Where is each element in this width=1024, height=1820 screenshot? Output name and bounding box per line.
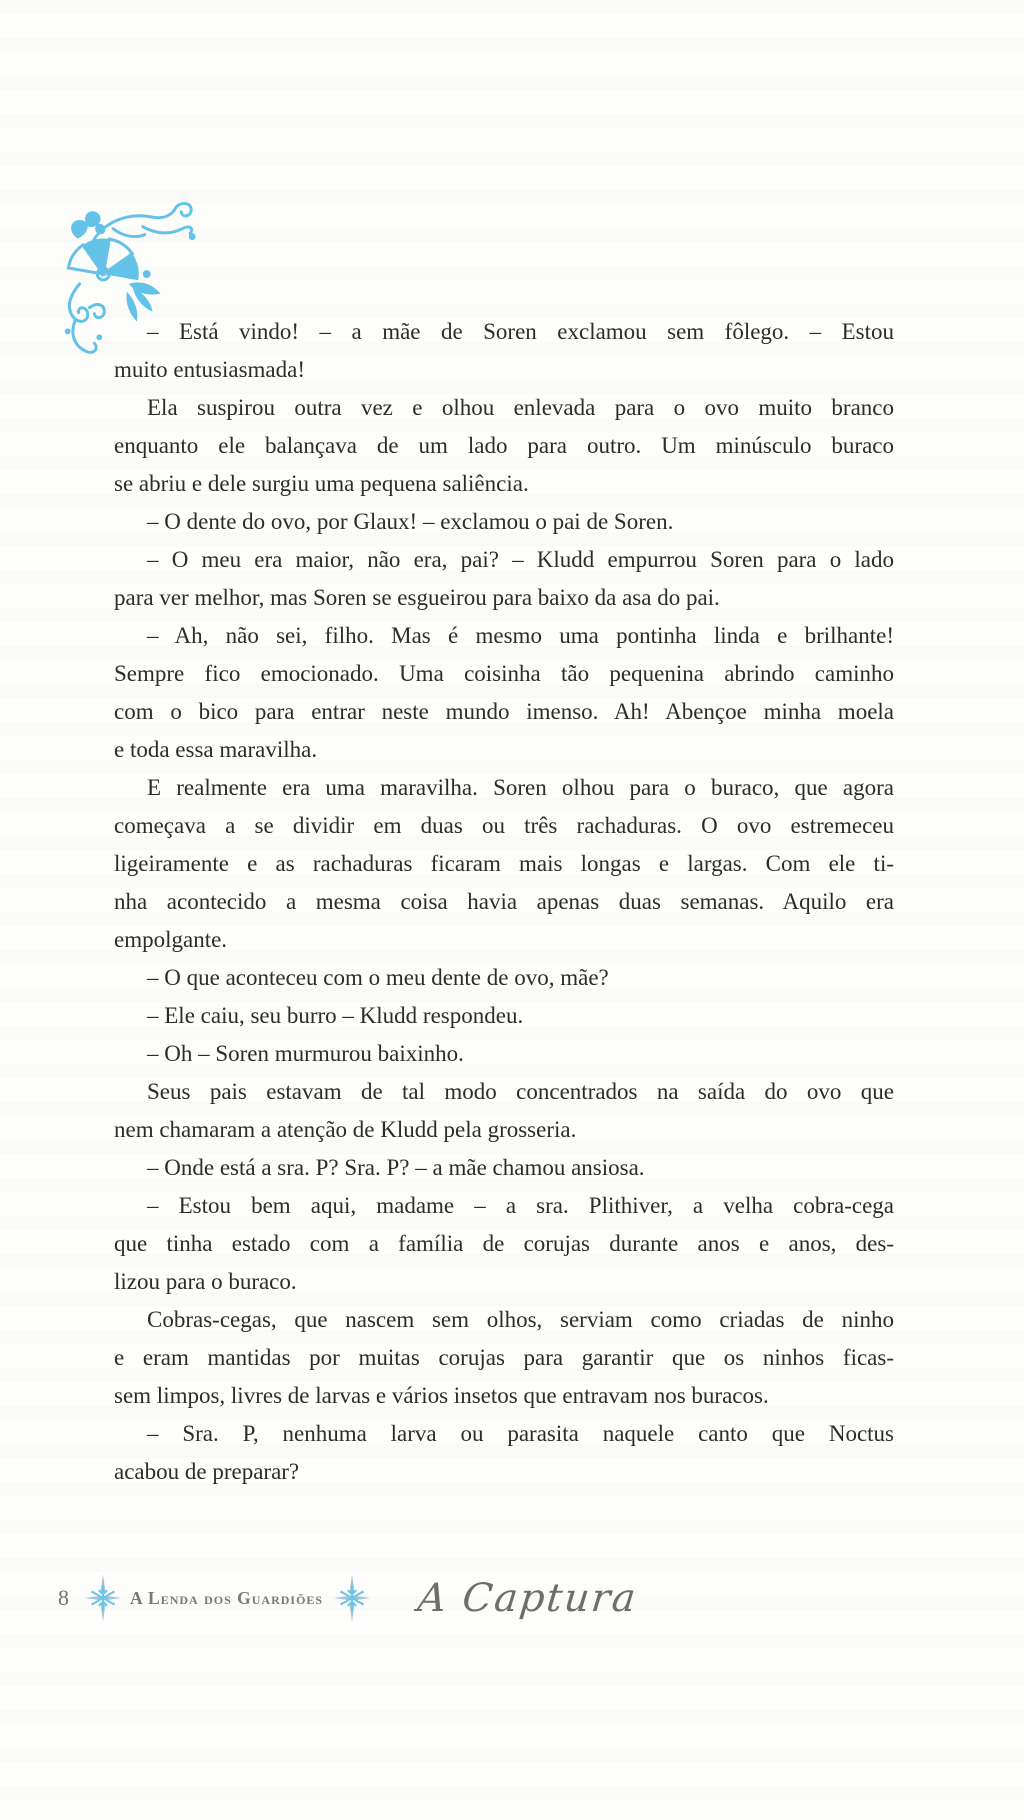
text-line: que tinha estado com a família de corujas durante anos e anos, des- (114, 1231, 894, 1256)
text-line: Cobras-cegas, que nascem sem olhos, serviam como criadas de ninho (147, 1307, 894, 1332)
paragraph (114, 1149, 894, 1187)
snowflake-icon (83, 1574, 123, 1622)
paragraph (114, 1187, 894, 1301)
paragraph (114, 1035, 894, 1073)
paragraph (114, 1301, 894, 1415)
paragraph (114, 617, 894, 769)
paragraph (114, 389, 894, 503)
text-line: enquanto ele balançava de um lado para outro. Um minúsculo buraco (114, 433, 894, 458)
text-line: lizou para o buraco. (114, 1269, 297, 1294)
text-line: se abriu e dele surgiu uma pequena saliência. (114, 471, 529, 496)
paragraph (114, 1073, 894, 1149)
text-line: – Sra. P, nenhuma larva ou parasita naquele canto que Noctus (147, 1421, 894, 1446)
paragraph (114, 959, 894, 997)
paragraph (114, 313, 894, 389)
text-line: – Ele caiu, seu burro – Kludd respondeu. (147, 1003, 524, 1028)
paragraph (114, 997, 894, 1035)
text-line: empolgante. (114, 927, 228, 952)
text-line: acabou de preparar? (114, 1459, 300, 1484)
page-footer (58, 1570, 858, 1626)
text-line: Seus pais estavam de tal modo concentrados na saída do ovo que (147, 1079, 894, 1104)
text-line: Sempre fico emocionado. Uma coisinha tão pequenina abrindo caminho (114, 661, 894, 686)
text-line: com o bico para entrar neste mundo imenso. Ah! Abençoe minha moela (114, 699, 894, 724)
page-number: 8 (58, 1585, 69, 1610)
text-line: – Oh – Soren murmurou baixinho. (147, 1041, 464, 1066)
text-line: E realmente era uma maravilha. Soren olhou para o buraco, que agora (147, 775, 894, 800)
paragraph (114, 541, 894, 617)
text-line: – Está vindo! – a mãe de Soren exclamou sem fôlego. – Estou (147, 319, 894, 344)
text-line: e eram mantidas por muitas corujas para garantir que os ninhos ficas- (114, 1345, 894, 1370)
book-title: A Captura (415, 1575, 640, 1621)
text-line: – O que aconteceu com o meu dente de ovo, mãe? (147, 965, 609, 990)
snowflake-icon (332, 1574, 372, 1622)
text-line: e toda essa maravilha. (114, 737, 318, 762)
text-line: começava a se dividir em duas ou três rachaduras. O ovo estremeceu (114, 813, 894, 838)
text-line: para ver melhor, mas Soren se esgueirou para baixo da asa do pai. (114, 585, 720, 610)
text-line: – Onde está a sra. P? Sra. P? – a mãe chamou ansiosa. (147, 1155, 645, 1180)
text-line: nem chamaram a atenção de Kludd pela grosseria. (114, 1117, 577, 1142)
series-title: A Lenda dos Guardiões (130, 1587, 324, 1608)
text-line: – O dente do ovo, por Glaux! – exclamou o pai de Soren. (147, 509, 674, 534)
text-line: ligeiramente e as rachaduras ficaram mais longas e largas. Com ele ti- (114, 851, 894, 876)
text-line: Ela suspirou outra vez e olhou enlevada para o ovo muito branco (147, 395, 894, 420)
paragraph (114, 503, 894, 541)
body-text (114, 313, 894, 1491)
text-line: nha acontecido a mesma coisa havia apenas duas semanas. Aquilo era (114, 889, 894, 914)
paragraph (114, 1415, 894, 1491)
text-line: – Ah, não sei, filho. Mas é mesmo uma pontinha linda e brilhante! (147, 623, 894, 648)
text-line: – Estou bem aqui, madame – a sra. Plithiver, a velha cobra-cega (147, 1193, 894, 1218)
text-line: – O meu era maior, não era, pai? – Kludd empurrou Soren para o lado (147, 547, 894, 572)
paragraph (114, 769, 894, 959)
text-line: sem limpos, livres de larvas e vários insetos que entravam nos buracos. (114, 1383, 769, 1408)
text-line: muito entusiasmada! (114, 357, 305, 382)
